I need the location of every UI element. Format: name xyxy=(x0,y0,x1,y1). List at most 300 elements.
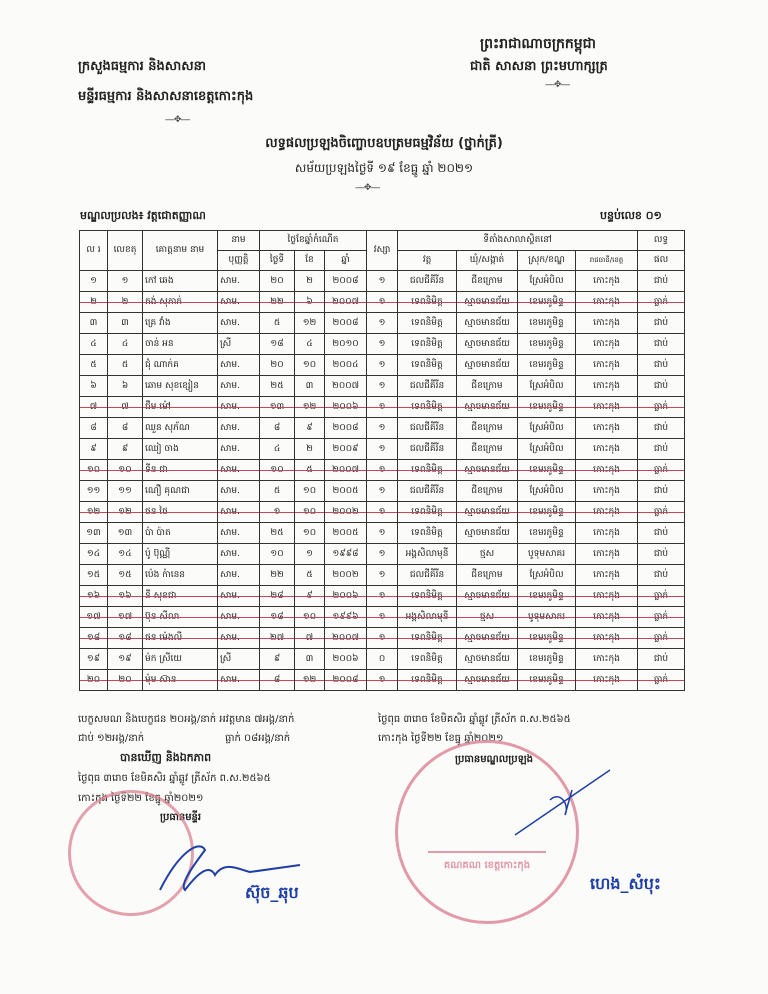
cell-province: កោះកុង xyxy=(576,334,638,355)
cell-day: ២២ xyxy=(260,292,295,313)
cell-year: ២០០២ xyxy=(325,565,367,586)
cell-year: ២០០៧ xyxy=(325,628,367,649)
cell-district: ខេមរភូមិន្ទ xyxy=(518,628,576,649)
cell-commune: ជីខក្រោម xyxy=(457,418,518,439)
cell-wat: ទេពនិមិត្ត xyxy=(398,523,457,544)
cell-province: កោះកុង xyxy=(576,313,638,334)
cell-result: ធ្លាក់ xyxy=(638,586,685,607)
cell-result: ជាប់ xyxy=(638,313,685,334)
cell-result: ជាប់ xyxy=(638,271,685,292)
cell-month: ១២ xyxy=(295,670,325,691)
department-name: មន្ទីរធម្មការ និងសាសនាខេត្តកោះកុង xyxy=(78,89,254,104)
header-location: ទីតាំងសាលាស្ថិតនៅ xyxy=(398,231,638,251)
cell-no: ៣ xyxy=(80,313,108,334)
cell-district: ខេមរភូមិន្ទ xyxy=(518,334,576,355)
cell-name: ឆោម សុខខ្សៀន xyxy=(143,376,218,397)
cell-name: ប៉េង ក៉ានេន xyxy=(143,565,218,586)
cell-title: សាម. xyxy=(218,544,260,565)
cell-exam: ៤ xyxy=(108,334,143,355)
cell-year: ២០០៥ xyxy=(325,481,367,502)
header-wat: វត្ត xyxy=(398,251,457,271)
cell-result: ធ្លាក់ xyxy=(638,628,685,649)
cell-vassa: ១ xyxy=(367,565,398,586)
header-title: នាម xyxy=(218,231,260,251)
cell-title: សាម. xyxy=(218,481,260,502)
cell-year: ២០០៨ xyxy=(325,271,367,292)
cell-no: ១០ xyxy=(80,460,108,481)
cell-vassa: ១ xyxy=(367,628,398,649)
cell-name: ម៉ក ស្រីយេ xyxy=(143,649,218,670)
cell-district: ខេមរភូមិន្ទ xyxy=(518,292,576,313)
cell-year: ២០០៨ xyxy=(325,313,367,334)
cell-exam: ១៨ xyxy=(108,628,143,649)
summary-line: បេក្ខសមណ និងបេក្ខជន ២០អង្គ/នាក់ អវត្តមាន ៧អង្គ/នាក់ xyxy=(78,714,295,725)
table-row xyxy=(80,397,685,418)
approval-heading: បានឃើញ និងឯកភាព xyxy=(120,751,212,764)
ornament-divider: ----✥---- xyxy=(165,115,190,125)
cell-wat: ទេពនិមិត្ត xyxy=(398,586,457,607)
cell-year: ២០០៩ xyxy=(325,439,367,460)
cell-province: កោះកុង xyxy=(576,607,638,628)
cell-vassa: ១ xyxy=(367,334,398,355)
cell-commune: ស្មាចមានជ័យ xyxy=(457,586,518,607)
cell-vassa: ០ xyxy=(367,649,398,670)
cell-commune: ស្មាចមានជ័យ xyxy=(457,670,518,691)
right-lunar-date: ថ្ងៃពុធ ៣រោច ខែមិគសិរ ឆ្នាំឆ្លូវ ត្រីស័ក ព.ស.២៥៦៥ xyxy=(378,714,571,725)
cell-no: ១ xyxy=(80,271,108,292)
document-subtitle: សម័យប្រឡងថ្ងៃទី ១៩ ខែធ្នូ ឆ្នាំ ២០២១ xyxy=(294,161,474,175)
cell-day: ២០ xyxy=(260,271,295,292)
cell-day: ៥ xyxy=(260,481,295,502)
cell-day: ១៣ xyxy=(260,397,295,418)
cell-province: កោះកុង xyxy=(576,523,638,544)
table-row xyxy=(80,271,685,292)
cell-wat: អង្គសិលាមុនី xyxy=(398,607,457,628)
cell-title: សាម. xyxy=(218,292,260,313)
table-row xyxy=(80,670,685,691)
summary-failed: ធ្លាក់ ០៨អង្គ/នាក់ xyxy=(225,733,291,744)
cell-province: កោះកុង xyxy=(576,418,638,439)
header-month: ខែ xyxy=(295,251,325,271)
cell-exam: ១៦ xyxy=(108,586,143,607)
cell-no: ១៦ xyxy=(80,586,108,607)
cell-district: ស្រែអំបិល xyxy=(518,439,576,460)
right-role: ប្រធានមណ្ឌលប្រឡង xyxy=(455,754,533,765)
cell-year: ២០០៧ xyxy=(325,376,367,397)
cell-vassa: ១ xyxy=(367,502,398,523)
table-row xyxy=(80,292,685,313)
cell-wat: ទេពនិមិត្ត xyxy=(398,334,457,355)
table-row xyxy=(80,523,685,544)
cell-name: គង់ សុភាក់ xyxy=(143,292,218,313)
document-title: លទ្ធផលប្រឡងចិញ្ចោបឧបត្រមធម្មវិន័យ (ថ្នាក់ត្រី) xyxy=(265,136,503,151)
right-date: កោះកុង ថ្ងៃទី២២ ខែធ្នូ ឆ្នាំ២០២១ xyxy=(378,733,504,744)
cell-year: ២០១០ xyxy=(325,334,367,355)
cell-title: ស្រី xyxy=(218,334,260,355)
cell-name: ឈៀ ចាង xyxy=(143,439,218,460)
cell-province: កោះកុង xyxy=(576,670,638,691)
cell-district: ខេមរភូមិន្ទ xyxy=(518,502,576,523)
room-number: បន្ទប់លេខ ០១ xyxy=(600,209,662,222)
cell-exam: ១២ xyxy=(108,502,143,523)
cell-exam: ១៣ xyxy=(108,523,143,544)
cell-exam: ១១ xyxy=(108,481,143,502)
cell-exam: ៦ xyxy=(108,376,143,397)
cell-name: នី សុខជា xyxy=(143,586,218,607)
left-signer-name: ស៊ុច_ឆុប xyxy=(245,883,299,902)
cell-year: ២០០៦ xyxy=(325,649,367,670)
cell-wat: ទេពនិមិត្ត xyxy=(398,628,457,649)
cell-vassa: ១ xyxy=(367,670,398,691)
cell-wat: ជលជីគីរីន xyxy=(398,481,457,502)
cell-title: ស្រី xyxy=(218,649,260,670)
cell-month: ១២ xyxy=(295,397,325,418)
cell-no: ៧ xyxy=(80,397,108,418)
table-row xyxy=(80,502,685,523)
cell-commune: ស្មាចមានជ័យ xyxy=(457,313,518,334)
cell-month: ៥ xyxy=(295,460,325,481)
cell-exam: ២០ xyxy=(108,670,143,691)
cell-month: ១ xyxy=(295,544,325,565)
cell-vassa: ១ xyxy=(367,481,398,502)
table-row xyxy=(80,628,685,649)
cell-vassa: ១ xyxy=(367,460,398,481)
cell-no: ១៤ xyxy=(80,544,108,565)
cell-month: ៥ xyxy=(295,565,325,586)
cell-province: កោះកុង xyxy=(576,481,638,502)
cell-day: ២២ xyxy=(260,565,295,586)
cell-wat: ទេពនិមិត្ត xyxy=(398,460,457,481)
cell-province: កោះកុង xyxy=(576,565,638,586)
cell-commune: ជីខក្រោម xyxy=(457,481,518,502)
cell-result: ជាប់ xyxy=(638,418,685,439)
cell-province: កោះកុង xyxy=(576,649,638,670)
cell-vassa: ១ xyxy=(367,544,398,565)
cell-result: ជាប់ xyxy=(638,565,685,586)
cell-year: ២០០៥ xyxy=(325,523,367,544)
cell-month: ២ xyxy=(295,271,325,292)
cell-result: ធ្លាក់ xyxy=(638,397,685,418)
table-row xyxy=(80,376,685,397)
table-row xyxy=(80,439,685,460)
cell-no: ១៩ xyxy=(80,649,108,670)
cell-commune: ជីខក្រោម xyxy=(457,439,518,460)
header-day: ថ្ងៃទី xyxy=(260,251,295,271)
cell-no: ២០ xyxy=(80,670,108,691)
cell-title: សាម. xyxy=(218,397,260,418)
cell-year: ២០០៨ xyxy=(325,670,367,691)
table-row xyxy=(80,586,685,607)
cell-vassa: ១ xyxy=(367,355,398,376)
cell-province: កោះកុង xyxy=(576,460,638,481)
cell-no: ២ xyxy=(80,292,108,313)
ornament-divider: ----✥---- xyxy=(355,183,380,193)
cell-title: សាម. xyxy=(218,439,260,460)
cell-no: ១២ xyxy=(80,502,108,523)
cell-exam: ៥ xyxy=(108,355,143,376)
cell-year: ២០០៦ xyxy=(325,397,367,418)
cell-month: ៧ xyxy=(295,628,325,649)
cell-wat: ទេពនិមិត្ត xyxy=(398,649,457,670)
cell-year: ២០០៧ xyxy=(325,460,367,481)
cell-name: ឈួន សុភ័ណ xyxy=(143,418,218,439)
header-commune: ឃុំ/សង្កាត់ xyxy=(457,251,518,271)
cell-result: ធ្លាក់ xyxy=(638,607,685,628)
cell-result: ធ្លាក់ xyxy=(638,292,685,313)
cell-exam: ១០ xyxy=(108,460,143,481)
cell-commune: ស្មាចមានជ័យ xyxy=(457,460,518,481)
seal-text: គណគណ ខេត្តកោះកុង xyxy=(443,860,531,871)
cell-district: ស្រែអំបិល xyxy=(518,271,576,292)
cell-wat: ជលជីគីរីន xyxy=(398,439,457,460)
cell-exam: ២ xyxy=(108,292,143,313)
cell-month: ១០ xyxy=(295,481,325,502)
cell-no: ១៣ xyxy=(80,523,108,544)
cell-title: សាម. xyxy=(218,355,260,376)
cell-district: ស្រែអំបិល xyxy=(518,481,576,502)
left-lunar-date: ថ្ងៃពុធ ៣រោច ខែមិគសិរ ឆ្នាំឆ្លូវ ត្រីស័ក ព.ស.២៥៦៥ xyxy=(78,773,271,784)
cell-day: ៩ xyxy=(260,649,295,670)
cell-name: ជឹម ម៉ៅ xyxy=(143,397,218,418)
cell-district: ស្រែអំបិល xyxy=(518,418,576,439)
cell-day: ២៥ xyxy=(260,376,295,397)
cell-name: កៅ ឆេង xyxy=(143,271,218,292)
cell-commune: ស្មាចមានជ័យ xyxy=(457,292,518,313)
table-row xyxy=(80,355,685,376)
cell-wat: ជលជីគីរីន xyxy=(398,271,457,292)
cell-wat: ទេពនិមិត្ត xyxy=(398,355,457,376)
table-row xyxy=(80,334,685,355)
cell-commune: ជីខក្រោម xyxy=(457,376,518,397)
cell-commune: ស្មាចមានជ័យ xyxy=(457,628,518,649)
cell-commune: ថ្មស xyxy=(457,544,518,565)
cell-district: ខេមរភូមិន្ទ xyxy=(518,523,576,544)
cell-district: ស្រែអំបិល xyxy=(518,565,576,586)
cell-exam: ៣ xyxy=(108,313,143,334)
table-row xyxy=(80,544,685,565)
cell-province: កោះកុង xyxy=(576,271,638,292)
cell-name: ទីន ជា xyxy=(143,460,218,481)
cell-district: ស្រែអំបិល xyxy=(518,376,576,397)
cell-day: ១០ xyxy=(260,544,295,565)
exam-center: មណ្ឌលប្រលង៖ វត្តជោតញ្ញាណ xyxy=(80,209,206,222)
cell-province: កោះកុង xyxy=(576,628,638,649)
cell-title: សាម. xyxy=(218,460,260,481)
cell-wat: ទេពនិមិត្ត xyxy=(398,397,457,418)
cell-commune: ស្មាចមានជ័យ xyxy=(457,397,518,418)
cell-month: ៤ xyxy=(295,334,325,355)
cell-month: ១០ xyxy=(295,502,325,523)
cell-month: ១០ xyxy=(295,355,325,376)
ornament-divider: ----✥---- xyxy=(545,80,570,90)
results-table xyxy=(79,230,685,691)
header-no: ល រ xyxy=(80,231,108,271)
table-row xyxy=(80,418,685,439)
cell-district: ខេមរភូមិន្ទ xyxy=(518,397,576,418)
cell-result: ជាប់ xyxy=(638,439,685,460)
cell-no: ១៥ xyxy=(80,565,108,586)
header-district: ស្រុក/ខណ្ឌ xyxy=(518,251,576,271)
cell-month: ៣ xyxy=(295,376,325,397)
cell-exam: ១៤ xyxy=(108,544,143,565)
cell-wat: ជលជីគីរីន xyxy=(398,418,457,439)
cell-no: ៤ xyxy=(80,334,108,355)
cell-name: ប៉ូ ប៊ុណ្ណី xyxy=(143,544,218,565)
table-row xyxy=(80,649,685,670)
cell-name: ចាន់ អន xyxy=(143,334,218,355)
cell-name: ណឿ គុណជា xyxy=(143,481,218,502)
cell-day: ៥ xyxy=(260,313,295,334)
header-title-2: បុញ្ញត្តិ xyxy=(218,251,260,271)
cell-vassa: ១ xyxy=(367,376,398,397)
table-row xyxy=(80,481,685,502)
cell-vassa: ១ xyxy=(367,418,398,439)
cell-day: ៤ xyxy=(260,439,295,460)
cell-no: ៨ xyxy=(80,418,108,439)
cell-wat: ទេពនិមិត្ត xyxy=(398,313,457,334)
cell-title: សាម. xyxy=(218,607,260,628)
cell-wat: ទេពនិមិត្ត xyxy=(398,502,457,523)
table-row xyxy=(80,313,685,334)
cell-vassa: ១ xyxy=(367,313,398,334)
cell-title: សាម. xyxy=(218,271,260,292)
cell-province: កោះកុង xyxy=(576,397,638,418)
cell-title: សាម. xyxy=(218,313,260,334)
cell-wat: ទេពនិមិត្ត xyxy=(398,292,457,313)
cell-commune: ស្មាចមានជ័យ xyxy=(457,502,518,523)
cell-result: ជាប់ xyxy=(638,376,685,397)
cell-commune: ស្មាចមានជ័យ xyxy=(457,649,518,670)
cell-month: ៩ xyxy=(295,586,325,607)
summary-passed: ជាប់ ១២អង្គ/នាក់ xyxy=(78,733,145,744)
cell-no: ៦ xyxy=(80,376,108,397)
cell-year: ២០០៨ xyxy=(325,418,367,439)
cell-result: ជាប់ xyxy=(638,544,685,565)
cell-province: កោះកុង xyxy=(576,355,638,376)
cell-result: ជាប់ xyxy=(638,355,685,376)
left-date: កោះកុង ថ្ងៃទី២២ ខែធ្នូ ឆ្នាំ២០២១ xyxy=(78,793,204,804)
cell-month: ២ xyxy=(295,439,325,460)
cell-wat: អង្គសិលាមុនី xyxy=(398,544,457,565)
cell-name: គ្រេ វាំង xyxy=(143,313,218,334)
cell-vassa: ១ xyxy=(367,586,398,607)
header-result: លទ្ធ xyxy=(638,231,685,251)
cell-commune: ស្មាចមានជ័យ xyxy=(457,523,518,544)
cell-name: ម៉ុម ស៊ាន xyxy=(143,670,218,691)
cell-day: ២០ xyxy=(260,355,295,376)
right-signer-name: ហេង_សំបុះ xyxy=(590,874,661,893)
table-row xyxy=(80,607,685,628)
cell-no: ១៧ xyxy=(80,607,108,628)
cell-name: ជុំ ណាក់គ xyxy=(143,355,218,376)
cell-year: ១៩៩៦ xyxy=(325,607,367,628)
cell-year: ២០០៤ xyxy=(325,355,367,376)
cell-month: ៦ xyxy=(295,292,325,313)
cell-year: ១៩៩៨ xyxy=(325,544,367,565)
cell-exam: ១៧ xyxy=(108,607,143,628)
cell-vassa: ១ xyxy=(367,271,398,292)
cell-result: ធ្លាក់ xyxy=(638,460,685,481)
cell-day: ៨ xyxy=(260,670,295,691)
cell-result: ធ្លាក់ xyxy=(638,670,685,691)
cell-district: បូទុមសាគរ xyxy=(518,607,576,628)
header-year: ឆ្នាំ xyxy=(325,251,367,271)
cell-result: ជាប់ xyxy=(638,523,685,544)
cell-title: សាម. xyxy=(218,523,260,544)
header-vassa: វស្សា xyxy=(367,231,398,271)
cell-exam: ៩ xyxy=(108,439,143,460)
header-result-2: ផល xyxy=(638,251,685,271)
cell-district: ខេមរភូមិន្ទ xyxy=(518,670,576,691)
cell-name: ផន ម៉េងលី xyxy=(143,628,218,649)
cell-commune: ស្មាចមានជ័យ xyxy=(457,355,518,376)
cell-province: កោះកុង xyxy=(576,439,638,460)
right-signature-scrawl xyxy=(510,760,620,840)
table-row xyxy=(80,565,685,586)
cell-name: ថន ថៃ xyxy=(143,502,218,523)
cell-province: កោះកុង xyxy=(576,502,638,523)
cell-result: ធ្លាក់ xyxy=(638,502,685,523)
cell-title: សាម. xyxy=(218,670,260,691)
cell-commune: ជីខក្រោម xyxy=(457,565,518,586)
cell-province: កោះកុង xyxy=(576,544,638,565)
cell-day: ១០ xyxy=(260,460,295,481)
cell-vassa: ១ xyxy=(367,439,398,460)
cell-result: ជាប់ xyxy=(638,649,685,670)
cell-district: ខេមរភូមិន្ទ xyxy=(518,355,576,376)
cell-district: ខេមរភូមិន្ទ xyxy=(518,586,576,607)
cell-month: ១២ xyxy=(295,313,325,334)
cell-name: ប៊ុន សីលា xyxy=(143,607,218,628)
table-row xyxy=(80,460,685,481)
cell-day: ១៨ xyxy=(260,607,295,628)
header-exam-no: លេខតុ xyxy=(108,231,143,271)
left-role: ប្រធានមន្ទីរ xyxy=(160,812,202,823)
cell-title: សាម. xyxy=(218,418,260,439)
cell-month: ១០ xyxy=(295,523,325,544)
cell-vassa: ១ xyxy=(367,292,398,313)
cell-month: ១០ xyxy=(295,607,325,628)
cell-result: ជាប់ xyxy=(638,334,685,355)
cell-day: ២៥ xyxy=(260,523,295,544)
cell-name: ប៉ា ប៉ាត xyxy=(143,523,218,544)
cell-commune: ស្មាចមានជ័យ xyxy=(457,334,518,355)
cell-day: ១៨ xyxy=(260,334,295,355)
cell-vassa: ១ xyxy=(367,397,398,418)
cell-district: ខេមរភូមិន្ទ xyxy=(518,649,576,670)
cell-wat: ទេពនិមិត្ត xyxy=(398,670,457,691)
cell-day: ៨ xyxy=(260,418,295,439)
cell-title: សាម. xyxy=(218,376,260,397)
cell-district: ខេមរភូមិន្ទ xyxy=(518,313,576,334)
cell-exam: ១៥ xyxy=(108,565,143,586)
cell-title: សាម. xyxy=(218,628,260,649)
kingdom-heading: ព្រះរាជាណាចក្រកម្ពុជា xyxy=(480,36,597,52)
cell-exam: ១ xyxy=(108,271,143,292)
header-dob: ថ្ងៃខែឆ្នាំកំណើត xyxy=(260,231,367,251)
cell-day: ២៧ xyxy=(260,628,295,649)
cell-no: ១៨ xyxy=(80,628,108,649)
cell-title: សាម. xyxy=(218,565,260,586)
cell-exam: ១៩ xyxy=(108,649,143,670)
header-province: រាជធានី/ខេត្ត xyxy=(576,251,638,271)
cell-no: ៥ xyxy=(80,355,108,376)
cell-wat: ជលជីគីរីន xyxy=(398,376,457,397)
cell-day: ២៨ xyxy=(260,586,295,607)
cell-no: ៩ xyxy=(80,439,108,460)
cell-commune: ជីខក្រោម xyxy=(457,271,518,292)
cell-exam: ៧ xyxy=(108,397,143,418)
